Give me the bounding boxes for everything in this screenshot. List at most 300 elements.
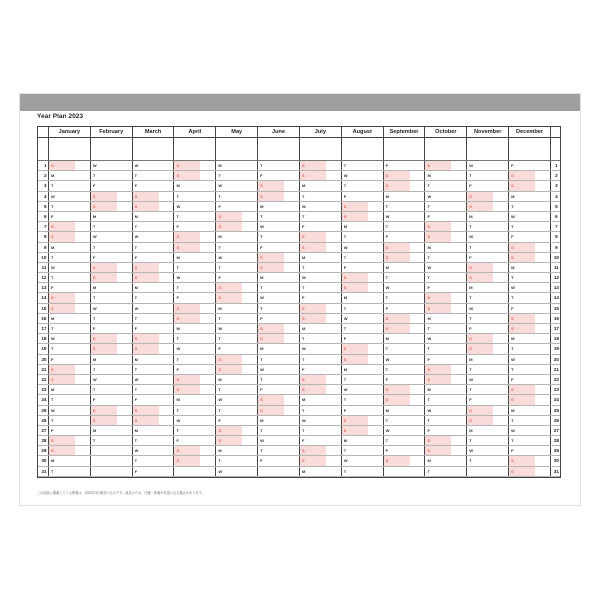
- day-cell[interactable]: [425, 426, 467, 435]
- day-cell[interactable]: [425, 406, 467, 415]
- day-cell[interactable]: [133, 222, 175, 231]
- day-cell[interactable]: [49, 426, 91, 435]
- day-cell[interactable]: [174, 171, 216, 180]
- day-cell[interactable]: [216, 181, 258, 190]
- day-cell[interactable]: [509, 181, 551, 190]
- day-cell[interactable]: [509, 406, 551, 415]
- day-cell[interactable]: [133, 273, 175, 282]
- day-cell[interactable]: [91, 232, 133, 241]
- day-cell[interactable]: [91, 273, 133, 282]
- day-cell[interactable]: [49, 446, 91, 455]
- day-cell[interactable]: [509, 456, 551, 465]
- day-cell[interactable]: [425, 243, 467, 252]
- day-cell[interactable]: [384, 181, 426, 190]
- day-cell[interactable]: [133, 181, 175, 190]
- day-cell[interactable]: [174, 467, 216, 476]
- day-cell[interactable]: [342, 426, 384, 435]
- day-cell[interactable]: [258, 426, 300, 435]
- day-cell[interactable]: [300, 385, 342, 394]
- day-cell[interactable]: [300, 436, 342, 445]
- day-cell[interactable]: [425, 232, 467, 241]
- day-cell[interactable]: [300, 456, 342, 465]
- day-cell[interactable]: [49, 314, 91, 323]
- day-cell[interactable]: [133, 293, 175, 302]
- day-cell[interactable]: [49, 344, 91, 353]
- day-cell[interactable]: [174, 192, 216, 201]
- day-cell[interactable]: [300, 181, 342, 190]
- day-cell[interactable]: [91, 181, 133, 190]
- day-cell[interactable]: [467, 406, 509, 415]
- day-cell[interactable]: [467, 395, 509, 404]
- day-cell[interactable]: [384, 202, 426, 211]
- day-cell[interactable]: [258, 181, 300, 190]
- day-cell[interactable]: [133, 456, 175, 465]
- day-cell[interactable]: [342, 314, 384, 323]
- day-cell[interactable]: [467, 212, 509, 221]
- day-cell[interactable]: [258, 243, 300, 252]
- day-cell[interactable]: [258, 202, 300, 211]
- day-cell[interactable]: [133, 304, 175, 313]
- day-cell[interactable]: [300, 467, 342, 476]
- day-cell[interactable]: [258, 304, 300, 313]
- day-cell[interactable]: [133, 406, 175, 415]
- day-cell[interactable]: [133, 161, 175, 170]
- day-cell[interactable]: [216, 314, 258, 323]
- day-cell[interactable]: [425, 446, 467, 455]
- day-cell[interactable]: [509, 161, 551, 170]
- day-cell[interactable]: [425, 253, 467, 262]
- day-cell[interactable]: [384, 212, 426, 221]
- day-cell[interactable]: [467, 314, 509, 323]
- day-cell[interactable]: [49, 436, 91, 445]
- day-cell[interactable]: [133, 283, 175, 292]
- day-cell[interactable]: [342, 456, 384, 465]
- day-cell[interactable]: [425, 334, 467, 343]
- day-cell[interactable]: [384, 314, 426, 323]
- day-cell[interactable]: [300, 324, 342, 333]
- day-cell[interactable]: [49, 416, 91, 425]
- day-cell[interactable]: [49, 355, 91, 364]
- day-cell[interactable]: [174, 202, 216, 211]
- day-cell[interactable]: [91, 365, 133, 374]
- day-cell[interactable]: [49, 467, 91, 476]
- day-cell[interactable]: [216, 426, 258, 435]
- day-cell[interactable]: [258, 467, 300, 476]
- day-cell[interactable]: [509, 232, 551, 241]
- day-cell[interactable]: [342, 355, 384, 364]
- day-cell[interactable]: [133, 416, 175, 425]
- day-cell[interactable]: [509, 344, 551, 353]
- day-cell[interactable]: [509, 436, 551, 445]
- day-cell[interactable]: [174, 324, 216, 333]
- day-cell[interactable]: [258, 171, 300, 180]
- day-cell[interactable]: [425, 293, 467, 302]
- day-cell[interactable]: [300, 263, 342, 272]
- day-cell[interactable]: [467, 334, 509, 343]
- day-cell[interactable]: [133, 436, 175, 445]
- day-cell[interactable]: [342, 334, 384, 343]
- day-cell[interactable]: [425, 192, 467, 201]
- day-cell[interactable]: [342, 161, 384, 170]
- day-cell[interactable]: [384, 222, 426, 231]
- day-cell[interactable]: [467, 263, 509, 272]
- day-cell[interactable]: [342, 171, 384, 180]
- day-cell[interactable]: [300, 395, 342, 404]
- day-cell[interactable]: [509, 446, 551, 455]
- day-cell[interactable]: [258, 324, 300, 333]
- day-cell[interactable]: [342, 222, 384, 231]
- day-cell[interactable]: [384, 243, 426, 252]
- day-cell[interactable]: [133, 263, 175, 272]
- day-cell[interactable]: [384, 304, 426, 313]
- day-cell[interactable]: [342, 253, 384, 262]
- day-cell[interactable]: [133, 426, 175, 435]
- day-cell[interactable]: [174, 161, 216, 170]
- day-cell[interactable]: [258, 385, 300, 394]
- day-cell[interactable]: [133, 232, 175, 241]
- day-cell[interactable]: [384, 446, 426, 455]
- day-cell[interactable]: [91, 416, 133, 425]
- day-cell[interactable]: [425, 355, 467, 364]
- day-cell[interactable]: [467, 456, 509, 465]
- day-cell[interactable]: [384, 324, 426, 333]
- day-cell[interactable]: [49, 334, 91, 343]
- day-cell[interactable]: [384, 273, 426, 282]
- day-cell[interactable]: [174, 344, 216, 353]
- day-cell[interactable]: [258, 314, 300, 323]
- day-cell[interactable]: [174, 304, 216, 313]
- day-cell[interactable]: [174, 181, 216, 190]
- day-cell[interactable]: [467, 243, 509, 252]
- day-cell[interactable]: [49, 181, 91, 190]
- day-cell[interactable]: [133, 314, 175, 323]
- day-cell[interactable]: [49, 324, 91, 333]
- day-cell[interactable]: [384, 253, 426, 262]
- day-cell[interactable]: [300, 446, 342, 455]
- day-cell[interactable]: [174, 212, 216, 221]
- day-cell[interactable]: [133, 385, 175, 394]
- day-cell[interactable]: [91, 355, 133, 364]
- day-cell[interactable]: [91, 436, 133, 445]
- day-cell[interactable]: [91, 253, 133, 262]
- day-cell[interactable]: [91, 293, 133, 302]
- day-cell[interactable]: [258, 395, 300, 404]
- day-cell[interactable]: [300, 406, 342, 415]
- day-cell[interactable]: [258, 406, 300, 415]
- day-cell[interactable]: [91, 314, 133, 323]
- day-cell[interactable]: [425, 212, 467, 221]
- day-cell[interactable]: [300, 222, 342, 231]
- day-cell[interactable]: [216, 416, 258, 425]
- day-cell[interactable]: [49, 243, 91, 252]
- day-cell[interactable]: [174, 375, 216, 384]
- day-cell[interactable]: [342, 406, 384, 415]
- day-cell[interactable]: [91, 161, 133, 170]
- day-cell[interactable]: [49, 273, 91, 282]
- day-cell[interactable]: [133, 192, 175, 201]
- day-cell[interactable]: [174, 385, 216, 394]
- day-cell[interactable]: [216, 406, 258, 415]
- day-cell[interactable]: [425, 324, 467, 333]
- day-cell[interactable]: [342, 344, 384, 353]
- day-cell[interactable]: [133, 375, 175, 384]
- day-cell[interactable]: [342, 293, 384, 302]
- day-cell[interactable]: [384, 365, 426, 374]
- day-cell[interactable]: [467, 355, 509, 364]
- day-cell[interactable]: [300, 202, 342, 211]
- day-cell[interactable]: [300, 293, 342, 302]
- day-cell[interactable]: [258, 436, 300, 445]
- day-cell[interactable]: [300, 192, 342, 201]
- day-cell[interactable]: [342, 263, 384, 272]
- day-cell[interactable]: [384, 161, 426, 170]
- day-cell[interactable]: [216, 395, 258, 404]
- day-cell[interactable]: [49, 283, 91, 292]
- day-cell[interactable]: [300, 304, 342, 313]
- day-cell[interactable]: [133, 171, 175, 180]
- day-cell[interactable]: [300, 334, 342, 343]
- day-cell[interactable]: [509, 334, 551, 343]
- day-cell[interactable]: [91, 456, 133, 465]
- day-cell[interactable]: [174, 426, 216, 435]
- day-cell[interactable]: [258, 161, 300, 170]
- day-cell[interactable]: [425, 395, 467, 404]
- day-cell[interactable]: [342, 192, 384, 201]
- day-cell[interactable]: [509, 212, 551, 221]
- day-cell[interactable]: [509, 385, 551, 394]
- day-cell[interactable]: [425, 161, 467, 170]
- day-cell[interactable]: [49, 222, 91, 231]
- day-cell[interactable]: [342, 232, 384, 241]
- day-cell[interactable]: [49, 192, 91, 201]
- day-cell[interactable]: [216, 456, 258, 465]
- day-cell[interactable]: [216, 232, 258, 241]
- day-cell[interactable]: [133, 243, 175, 252]
- day-cell[interactable]: [91, 375, 133, 384]
- day-cell[interactable]: [91, 324, 133, 333]
- day-cell[interactable]: [425, 304, 467, 313]
- day-cell[interactable]: [258, 283, 300, 292]
- day-cell[interactable]: [216, 192, 258, 201]
- day-cell[interactable]: [174, 395, 216, 404]
- day-cell[interactable]: [91, 171, 133, 180]
- day-cell[interactable]: [425, 385, 467, 394]
- day-cell[interactable]: [174, 334, 216, 343]
- day-cell[interactable]: [342, 365, 384, 374]
- day-cell[interactable]: [49, 171, 91, 180]
- day-cell[interactable]: [174, 222, 216, 231]
- day-cell[interactable]: [467, 426, 509, 435]
- day-cell[interactable]: [509, 304, 551, 313]
- day-cell[interactable]: [425, 467, 467, 476]
- day-cell[interactable]: [216, 324, 258, 333]
- day-cell[interactable]: [384, 395, 426, 404]
- day-cell[interactable]: [216, 243, 258, 252]
- day-cell[interactable]: [91, 304, 133, 313]
- day-cell[interactable]: [384, 426, 426, 435]
- day-cell[interactable]: [425, 344, 467, 353]
- day-cell[interactable]: [91, 395, 133, 404]
- day-cell[interactable]: [509, 243, 551, 252]
- day-cell[interactable]: [216, 334, 258, 343]
- day-cell[interactable]: [467, 436, 509, 445]
- day-cell[interactable]: [425, 416, 467, 425]
- day-cell[interactable]: [425, 283, 467, 292]
- day-cell[interactable]: [91, 243, 133, 252]
- day-cell[interactable]: [384, 263, 426, 272]
- day-cell[interactable]: [258, 212, 300, 221]
- day-cell[interactable]: [258, 456, 300, 465]
- day-cell[interactable]: [384, 232, 426, 241]
- day-cell[interactable]: [509, 314, 551, 323]
- day-cell[interactable]: [467, 344, 509, 353]
- day-cell[interactable]: [216, 222, 258, 231]
- day-cell[interactable]: [467, 171, 509, 180]
- day-cell[interactable]: [342, 375, 384, 384]
- day-cell[interactable]: [133, 395, 175, 404]
- day-cell[interactable]: [174, 273, 216, 282]
- day-cell[interactable]: [300, 365, 342, 374]
- day-cell[interactable]: [384, 171, 426, 180]
- day-cell[interactable]: [509, 416, 551, 425]
- day-cell[interactable]: [342, 212, 384, 221]
- day-cell[interactable]: [91, 467, 133, 476]
- day-cell[interactable]: [91, 446, 133, 455]
- day-cell[interactable]: [174, 355, 216, 364]
- day-cell[interactable]: [509, 293, 551, 302]
- day-cell[interactable]: [509, 355, 551, 364]
- day-cell[interactable]: [49, 253, 91, 262]
- day-cell[interactable]: [91, 192, 133, 201]
- day-cell[interactable]: [467, 283, 509, 292]
- day-cell[interactable]: [216, 467, 258, 476]
- day-cell[interactable]: [467, 232, 509, 241]
- day-cell[interactable]: [174, 406, 216, 415]
- day-cell[interactable]: [174, 446, 216, 455]
- day-cell[interactable]: [216, 171, 258, 180]
- day-cell[interactable]: [467, 192, 509, 201]
- day-cell[interactable]: [91, 426, 133, 435]
- day-cell[interactable]: [91, 283, 133, 292]
- day-cell[interactable]: [300, 355, 342, 364]
- day-cell[interactable]: [467, 324, 509, 333]
- day-cell[interactable]: [258, 365, 300, 374]
- day-cell[interactable]: [174, 314, 216, 323]
- day-cell[interactable]: [133, 334, 175, 343]
- day-cell[interactable]: [216, 355, 258, 364]
- day-cell[interactable]: [467, 446, 509, 455]
- day-cell[interactable]: [467, 365, 509, 374]
- day-cell[interactable]: [342, 467, 384, 476]
- day-cell[interactable]: [467, 304, 509, 313]
- day-cell[interactable]: [91, 385, 133, 394]
- day-cell[interactable]: [425, 202, 467, 211]
- day-cell[interactable]: [133, 202, 175, 211]
- day-cell[interactable]: [174, 243, 216, 252]
- day-cell[interactable]: [384, 406, 426, 415]
- day-cell[interactable]: [300, 161, 342, 170]
- day-cell[interactable]: [258, 446, 300, 455]
- day-cell[interactable]: [425, 314, 467, 323]
- day-cell[interactable]: [49, 365, 91, 374]
- day-cell[interactable]: [467, 202, 509, 211]
- day-cell[interactable]: [342, 273, 384, 282]
- day-cell[interactable]: [342, 202, 384, 211]
- day-cell[interactable]: [216, 202, 258, 211]
- day-cell[interactable]: [384, 456, 426, 465]
- day-cell[interactable]: [467, 253, 509, 262]
- day-cell[interactable]: [216, 212, 258, 221]
- day-cell[interactable]: [300, 171, 342, 180]
- day-cell[interactable]: [216, 365, 258, 374]
- day-cell[interactable]: [258, 273, 300, 282]
- day-cell[interactable]: [467, 181, 509, 190]
- day-cell[interactable]: [174, 365, 216, 374]
- day-cell[interactable]: [467, 385, 509, 394]
- day-cell[interactable]: [300, 375, 342, 384]
- day-cell[interactable]: [509, 467, 551, 476]
- day-cell[interactable]: [467, 416, 509, 425]
- day-cell[interactable]: [342, 436, 384, 445]
- day-cell[interactable]: [384, 293, 426, 302]
- day-cell[interactable]: [258, 253, 300, 262]
- day-cell[interactable]: [91, 222, 133, 231]
- day-cell[interactable]: [49, 385, 91, 394]
- day-cell[interactable]: [384, 334, 426, 343]
- day-cell[interactable]: [425, 365, 467, 374]
- day-cell[interactable]: [300, 273, 342, 282]
- day-cell[interactable]: [174, 456, 216, 465]
- day-cell[interactable]: [425, 222, 467, 231]
- day-cell[interactable]: [91, 334, 133, 343]
- day-cell[interactable]: [91, 212, 133, 221]
- day-cell[interactable]: [509, 171, 551, 180]
- day-cell[interactable]: [384, 355, 426, 364]
- day-cell[interactable]: [509, 263, 551, 272]
- day-cell[interactable]: [216, 436, 258, 445]
- day-cell[interactable]: [258, 344, 300, 353]
- day-cell[interactable]: [258, 232, 300, 241]
- day-cell[interactable]: [384, 385, 426, 394]
- day-cell[interactable]: [425, 273, 467, 282]
- day-cell[interactable]: [216, 446, 258, 455]
- day-cell[interactable]: [425, 456, 467, 465]
- day-cell[interactable]: [509, 273, 551, 282]
- day-cell[interactable]: [300, 314, 342, 323]
- day-cell[interactable]: [49, 304, 91, 313]
- day-cell[interactable]: [258, 334, 300, 343]
- day-cell[interactable]: [384, 416, 426, 425]
- day-cell[interactable]: [133, 365, 175, 374]
- day-cell[interactable]: [91, 263, 133, 272]
- day-cell[interactable]: [174, 263, 216, 272]
- day-cell[interactable]: [174, 253, 216, 262]
- day-cell[interactable]: [216, 304, 258, 313]
- day-cell[interactable]: [258, 293, 300, 302]
- day-cell[interactable]: [467, 222, 509, 231]
- day-cell[interactable]: [384, 375, 426, 384]
- day-cell[interactable]: [258, 222, 300, 231]
- day-cell[interactable]: [258, 263, 300, 272]
- day-cell[interactable]: [425, 171, 467, 180]
- day-cell[interactable]: [216, 273, 258, 282]
- day-cell[interactable]: [509, 365, 551, 374]
- day-cell[interactable]: [300, 232, 342, 241]
- day-cell[interactable]: [216, 375, 258, 384]
- day-cell[interactable]: [258, 416, 300, 425]
- day-cell[interactable]: [216, 344, 258, 353]
- day-cell[interactable]: [384, 467, 426, 476]
